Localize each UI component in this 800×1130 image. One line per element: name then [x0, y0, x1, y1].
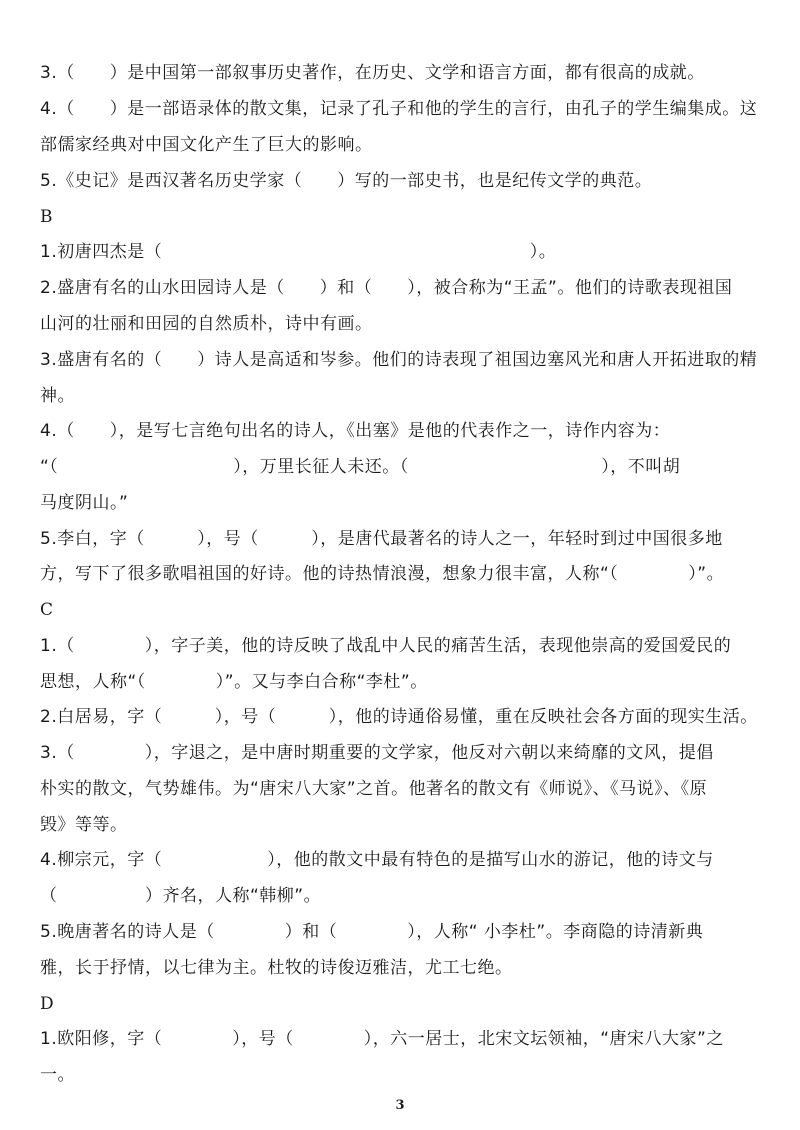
- question-b5-line-2: 方，写下了很多歌唱祖国的好诗。他的诗热情浪漫，想象力很丰富，人称“（ ）”。: [40, 564, 725, 584]
- question-a3-line: 3.（ ）是中国第一部叙事历史著作，在历史、文学和语言方面，都有很高的成就。: [40, 63, 705, 83]
- question-b1-line: 1.初唐四杰是（ ）。: [40, 242, 557, 262]
- question-b5-line-1: 5.李白，字（ ），号（ ），是唐代最著名的诗人之一，年轻时到过中国很多地: [40, 529, 723, 549]
- section-heading-b: B: [40, 207, 53, 227]
- question-a5-line: 5.《史记》是西汉著名历史学家（ ）写的一部史书，也是纪传文学的典范。: [40, 171, 653, 191]
- question-b2-line-2: 山河的壮丽和田园的自然质朴，诗中有画。: [40, 314, 373, 334]
- section-heading-d: D: [40, 994, 55, 1014]
- question-c4-line-2: （ ）齐名，人称“韩柳”。: [40, 886, 322, 906]
- question-c1-line-2: 思想，人称“（ ）”。又与李白合称“李杜”。: [40, 672, 428, 692]
- question-b4-line-1: 4.（ ），是写七言绝句出名的诗人，《出塞》是他的代表作之一，诗作内容为：: [40, 421, 671, 441]
- question-c3-line-3: 毁》等等。: [40, 815, 128, 835]
- section-heading-c: C: [40, 600, 54, 620]
- question-c3-line-1: 3.（ ），字退之，是中唐时期重要的文学家，他反对六朝以来绮靡的文风，提倡: [40, 743, 714, 763]
- question-b3-line-2: 神。: [40, 386, 75, 406]
- question-a4-line-1: 4.（ ）是一部语录体的散文集，记录了孔子和他的学生的言行，由孔子的学生编集成。这: [40, 99, 758, 119]
- question-d1-line-1: 1.欧阳修，字（ ），号（ ），六一居士，北宋文坛领袖，“唐宋八大家”之: [40, 1029, 724, 1049]
- question-a4-line-2: 部儒家经典对中国文化产生了巨大的影响。: [40, 135, 373, 155]
- question-c2-line: 2.白居易，字（ ），号（ ），他的诗通俗易懂，重在反映社会各方面的现实生活。: [40, 707, 758, 727]
- question-c3-line-2: 朴实的散文，气势雄伟。为“唐宋八大家”之首。他著名的散文有《师说》、《马说》、《原: [40, 779, 708, 799]
- question-c1-line-1: 1.（ ），字子美，他的诗反映了战乱中人民的痛苦生活，表现他崇高的爱国爱民的: [40, 636, 732, 656]
- question-c5-line-2: 雅，长于抒情，以七律为主。杜牧的诗俊迈雅洁，尤工七绝。: [40, 958, 513, 978]
- question-b4-line-3: 马度阴山。”: [40, 493, 129, 513]
- page-number: 3: [395, 1098, 405, 1113]
- question-d1-line-2: 一。: [40, 1065, 75, 1085]
- question-b4-line-2: “（ ），万里长征人未还。（ ），不叫胡: [40, 457, 681, 477]
- question-b2-line-1: 2.盛唐有名的山水田园诗人是（ ）和（ ），被合称为“王孟”。他们的诗歌表现祖国: [40, 278, 733, 298]
- question-c5-line-1: 5.晚唐著名的诗人是（ ）和（ ），人称“ 小李杜”。李商隐的诗清新典: [40, 922, 704, 942]
- question-b3-line-1: 3.盛唐有名的（ ）诗人是高适和岑参。他们的诗表现了祖国边塞风光和唐人开拓进取的精: [40, 350, 758, 370]
- question-c4-line-1: 4.柳宗元，字（ ），他的散文中最有特色的是描写山水的游记，他的诗文与: [40, 850, 714, 870]
